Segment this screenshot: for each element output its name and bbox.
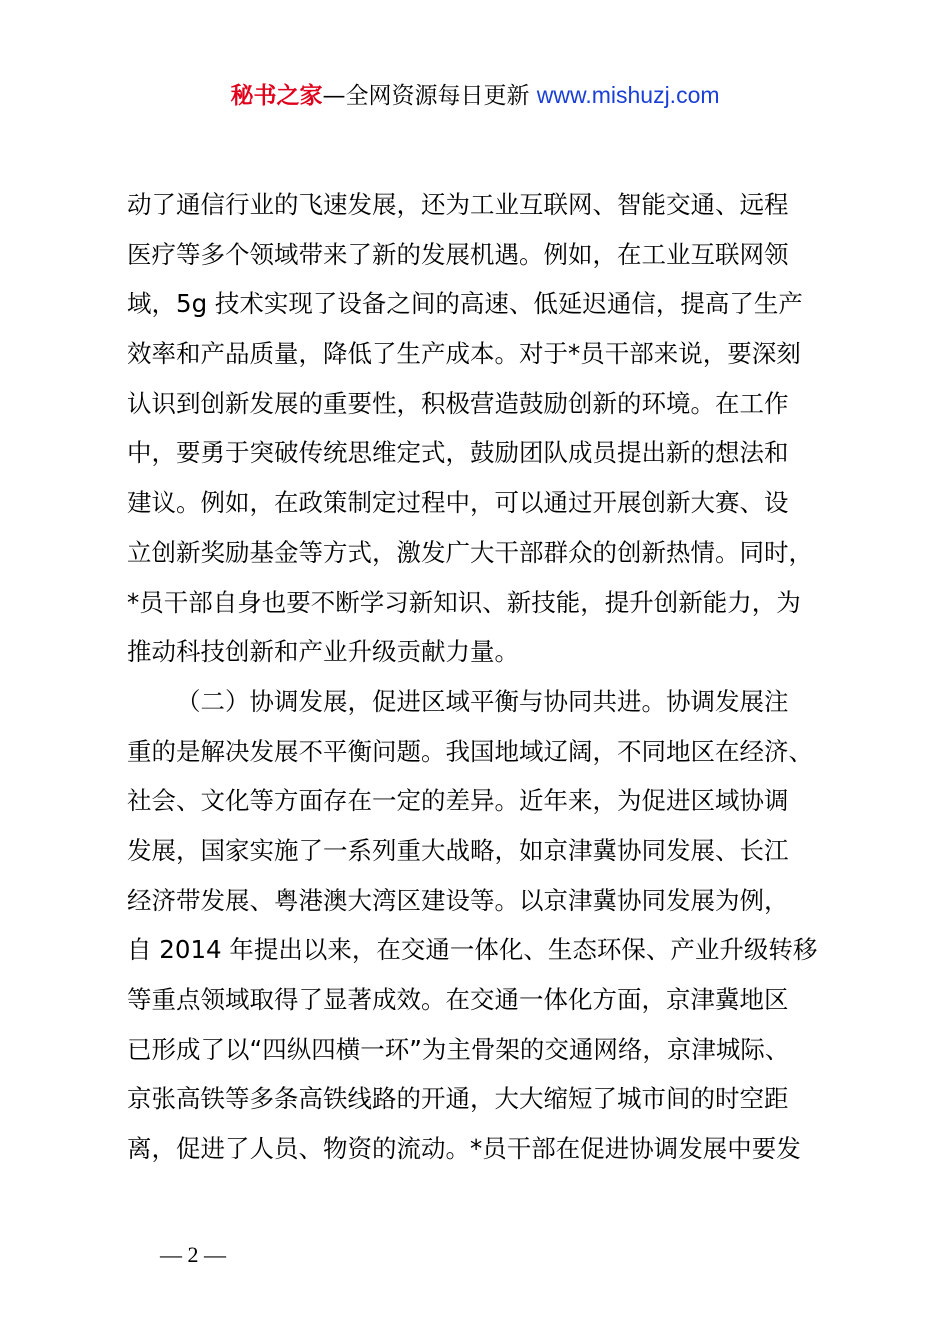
text-line: *员干部自身也要不断学习新知识、新技能，提升创新能力，为 bbox=[127, 587, 801, 617]
text-line: 医疗等多个领域带来了新的发展机遇。例如，在工业互联网领 bbox=[127, 239, 789, 269]
site-tagline: —全网资源每日更新 bbox=[322, 83, 530, 109]
text-line: 建议。例如，在政策制定过程中，可以通过开展创新大赛、设 bbox=[127, 488, 789, 518]
text-line: 认识到创新发展的重要性，积极营造鼓励创新的环境。在工作 bbox=[127, 388, 789, 418]
page-number: — 2 — bbox=[160, 1242, 226, 1267]
text-line: 效率和产品质量，降低了生产成本。对于*员干部来说，要深刻 bbox=[127, 339, 801, 369]
text-line: 立创新奖励基金等方式，激发广大干部群众的创新热情。同时， bbox=[127, 537, 813, 567]
text-line: 已形成了以“四纵四横一环”为主骨架的交通网络，京津城际、 bbox=[127, 1034, 790, 1064]
text-line: 域，5g 技术实现了设备之间的高速、低延迟通信，提高了生产 bbox=[127, 289, 803, 319]
text-line: 推动科技创新和产业升级贡献力量。 bbox=[127, 637, 519, 667]
site-header bbox=[0, 78, 950, 113]
text-line: 社会、文化等方面存在一定的差异。近年来，为促进区域协调 bbox=[127, 786, 789, 816]
text-line: 离，促进了人员、物资的流动。*员干部在促进协调发展中要发 bbox=[127, 1134, 801, 1164]
text-line: 经济带发展、粤港澳大湾区建设等。以京津冀协同发展为例， bbox=[127, 885, 789, 915]
text-line: 等重点领域取得了显著成效。在交通一体化方面，京津冀地区 bbox=[127, 985, 789, 1014]
site-url-link[interactable]: www.mishuzj.com bbox=[536, 82, 720, 108]
document-body bbox=[127, 180, 847, 1174]
text-line: 中，要勇于突破传统思维定式，鼓励团队成员提出新的想法和 bbox=[127, 438, 789, 468]
text-line: 发展，国家实施了一系列重大战略，如京津冀协同发展、长江 bbox=[127, 835, 789, 865]
text-line: 动了通信行业的飞速发展，还为工业互联网、智能交通、远程 bbox=[127, 190, 789, 219]
section-heading-line: （二）协调发展，促进区域平衡与协同共进。协调发展注 bbox=[176, 686, 789, 716]
text-line: 重的是解决发展不平衡问题。我国地域辽阔，不同地区在经济、 bbox=[127, 736, 813, 766]
text-line: 自 2014 年提出以来，在交通一体化、生态环保、产业升级转移 bbox=[127, 935, 818, 965]
text-line: 京张高铁等多条高铁线路的开通，大大缩短了城市间的时空距 bbox=[127, 1084, 789, 1114]
site-brand: 秘书之家 bbox=[230, 83, 323, 109]
